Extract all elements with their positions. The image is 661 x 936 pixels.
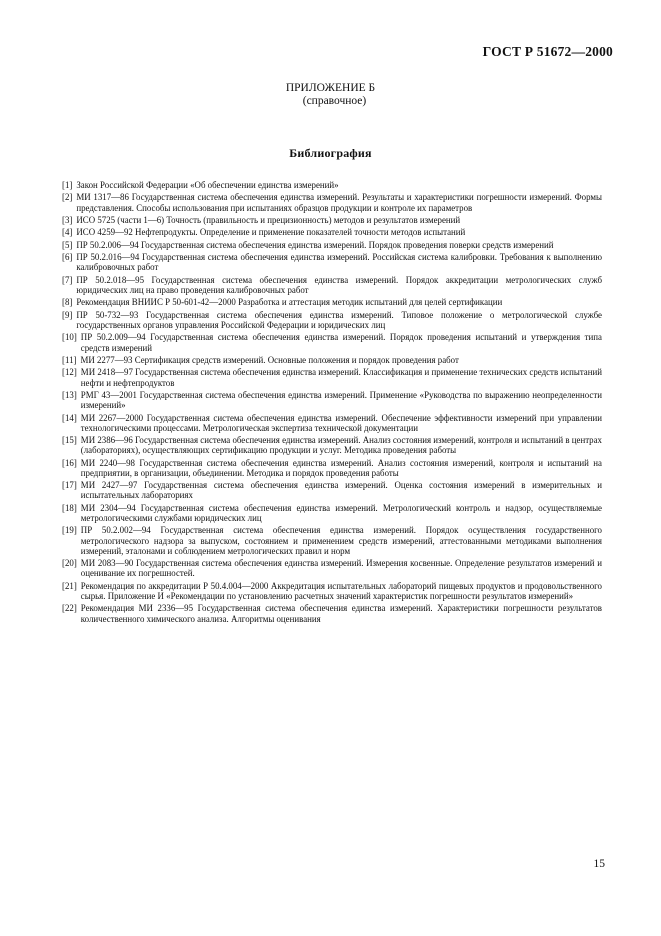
bibliography-title: Библиография (289, 146, 372, 160)
bibliography-item-text: МИ 2304—94 Государственная система обеспечения единства измерений. Метрологический контроль и надзор, осуществляемые метрологическими службами юридических лиц (80, 502, 602, 524)
bibliography-item-text: МИ 2427—97 Государственная система обеспечения единства измерений. Оценка состояния измерений в измерительных и испытательных лабораториях (80, 480, 602, 501)
appendix-heading (0, 82, 661, 108)
bibliography-item-text: ПР 50-732—93 Государственная система обеспечения единства измерений. Типовое положение о метрологической службе государственных органов управления Российской Федерации и юридических лиц (76, 309, 602, 330)
bibliography-item (62, 310, 602, 330)
bibliography-item (62, 413, 602, 433)
bibliography-item-text: ПР 50.2.006—94 Государственная система обеспечения единства измерений. Порядок проведения поверки средств измерений (76, 239, 554, 250)
bibliography-item-text: ИСО 5725 (части 1—6) Точность (правильность и прецизионность) методов и результатов измерений (76, 214, 461, 225)
bibliography-item-text: ПР 50.2.002—94 Государственная система обеспечения единства измерений. Порядок осуществления государственного метрологического надзора за выпуском, состоянием и применением средств измерений, аттестованными методиками выполнения измерений, эталонами и соблюдением метрологических правил и норм (80, 525, 602, 556)
bibliography-item-number: [10] (62, 332, 77, 343)
bibliography-item-number: [7] (62, 274, 73, 285)
bibliography-item-text: Закон Российской Федерации «Об обеспечении единства измерений» (76, 180, 339, 190)
appendix-subtitle: (справочное) (302, 95, 367, 107)
bibliography-item (62, 332, 602, 352)
bibliography-item-text: Рекомендация ВНИИС Р 50-601-42—2000 Разработка и аттестация методик испытаний для целей сертификации (76, 297, 503, 308)
bibliography-list (62, 180, 602, 626)
bibliography-item-number: [4] (62, 227, 73, 238)
bibliography-item-number: [9] (62, 309, 73, 320)
bibliography-item (62, 480, 602, 500)
bibliography-item-text: ПР 50.2.009—94 Государственная система обеспечения единства измерений. Порядок проведения испытаний и утверждения типа средств измерений (80, 332, 602, 353)
bibliography-item-number: [13] (62, 389, 77, 400)
bibliography-item-number: [20] (62, 558, 77, 569)
bibliography-item (62, 525, 602, 556)
bibliography-item-number: [14] (62, 412, 77, 423)
bibliography-item-number: [17] (62, 480, 77, 491)
bibliography-item-number: [3] (62, 214, 73, 225)
bibliography-item-text: МИ 2083—90 Государственная система обеспечения единства измерений. Измерения косвенные. Определение результатов измерений и оценивание их погрешностей. (80, 558, 602, 579)
page-number: 15 (593, 858, 605, 870)
bibliography-item-text: Рекомендация МИ 2336—95 Государственная система обеспечения единства измерений. Характеристики погрешности результатов количественного химического анализа. Алгоритмы оценивания (80, 603, 602, 624)
bibliography-item-number: [5] (62, 239, 73, 250)
bibliography-item-text: ИСО 4259—92 Нефтепродукты. Определение и применение показателей точности методов испытаний (76, 227, 466, 238)
bibliography-item (62, 180, 602, 190)
bibliography-item-text: МИ 2267—2000 Государственная система обеспечения единства измерений. Обеспечение эффективности измерений при управлении технологическими процессами. Метрологическая экспертиза технической документации (80, 412, 602, 433)
bibliography-item-text: Рекомендация по аккредитации Р 50.4.004—2000 Аккредитация испытательных лабораторий пищевых продуктов и продовольственного сырья. Приложение И «Рекомендации по установлению расчетных значений характеристик погрешности результатов измерений» (80, 580, 602, 602)
bibliography-item (62, 297, 602, 307)
bibliography-item (62, 355, 602, 365)
bibliography-item-text: ПР 50.2.018—95 Государственная система обеспечения единства измерений. Порядок аккредитации метрологических служб юридических лиц на право проведения калибровочных работ (76, 274, 602, 295)
bibliography-item-text: ПР 50.2.016—94 Государственная система обеспечения единства измерений. Российская система калибровки. Требования к выполнению калибровочных работ (76, 252, 602, 273)
bibliography-item (62, 215, 602, 225)
bibliography-item (62, 558, 602, 578)
bibliography-item-number: [22] (62, 603, 77, 614)
bibliography-item-text: МИ 2277—93 Сертификация средств измерений. Основные положения и порядок проведения работ (80, 354, 459, 365)
bibliography-item-number: [8] (62, 297, 73, 308)
bibliography-item-number: [15] (62, 435, 77, 446)
bibliography-item-text: МИ 1317—86 Государственная система обеспечения единства измерений. Результаты и характеристики погрешности измерений. Формы представления. Способы использования при испытаниях образцов продукции и контроле их параметров (76, 192, 602, 213)
bibliography-item-number: [19] (62, 525, 77, 536)
bibliography-item-number: [21] (62, 580, 77, 591)
standard-code: ГОСТ Р 51672—2000 (482, 44, 613, 59)
bibliography-item (62, 192, 602, 212)
bibliography-item (62, 581, 602, 601)
bibliography-item-number: [2] (62, 192, 73, 203)
bibliography-item (62, 227, 602, 237)
bibliography-item (62, 275, 602, 295)
bibliography-item-number: [18] (62, 502, 77, 513)
bibliography-item-number: [16] (62, 457, 77, 468)
bibliography-item (62, 252, 602, 272)
bibliography-item-number: [1] (62, 180, 73, 190)
bibliography-item (62, 240, 602, 250)
bibliography-item-text: МИ 2386—96 Государственная система обеспечения единства измерений. Анализ состояния измерений, контроля и испытаний в центрах (лабораториях), осуществляющих сертификацию продукции и услуг. Методика проведения работы (80, 435, 602, 456)
bibliography-item (62, 603, 602, 623)
bibliography-item (62, 435, 602, 455)
bibliography-item-text: МИ 2240—98 Государственная система обеспечения единства измерений. Анализ состояния измерений, контроля и испытаний на предприятии, в организации, объединении. Методика и порядок проведения работы (80, 457, 602, 478)
bibliography-item (62, 503, 602, 523)
bibliography-item-number: [12] (62, 367, 77, 378)
bibliography-item (62, 367, 602, 387)
bibliography-item-text: РМГ 43—2001 Государственная система обеспечения единства измерений. Применение «Руководства по выражению неопределенности измерений» (80, 389, 602, 411)
bibliography-item-text: МИ 2418—97 Государственная система обеспечения единства измерений. Классификация и применение технических средств испытаний нефти и нефтепродуктов (80, 367, 602, 388)
appendix-title: ПРИЛОЖЕНИЕ Б (285, 82, 376, 94)
bibliography-item (62, 390, 602, 410)
bibliography-item (62, 458, 602, 478)
bibliography-item-number: [6] (62, 252, 73, 263)
bibliography-item-number: [11] (62, 354, 77, 365)
